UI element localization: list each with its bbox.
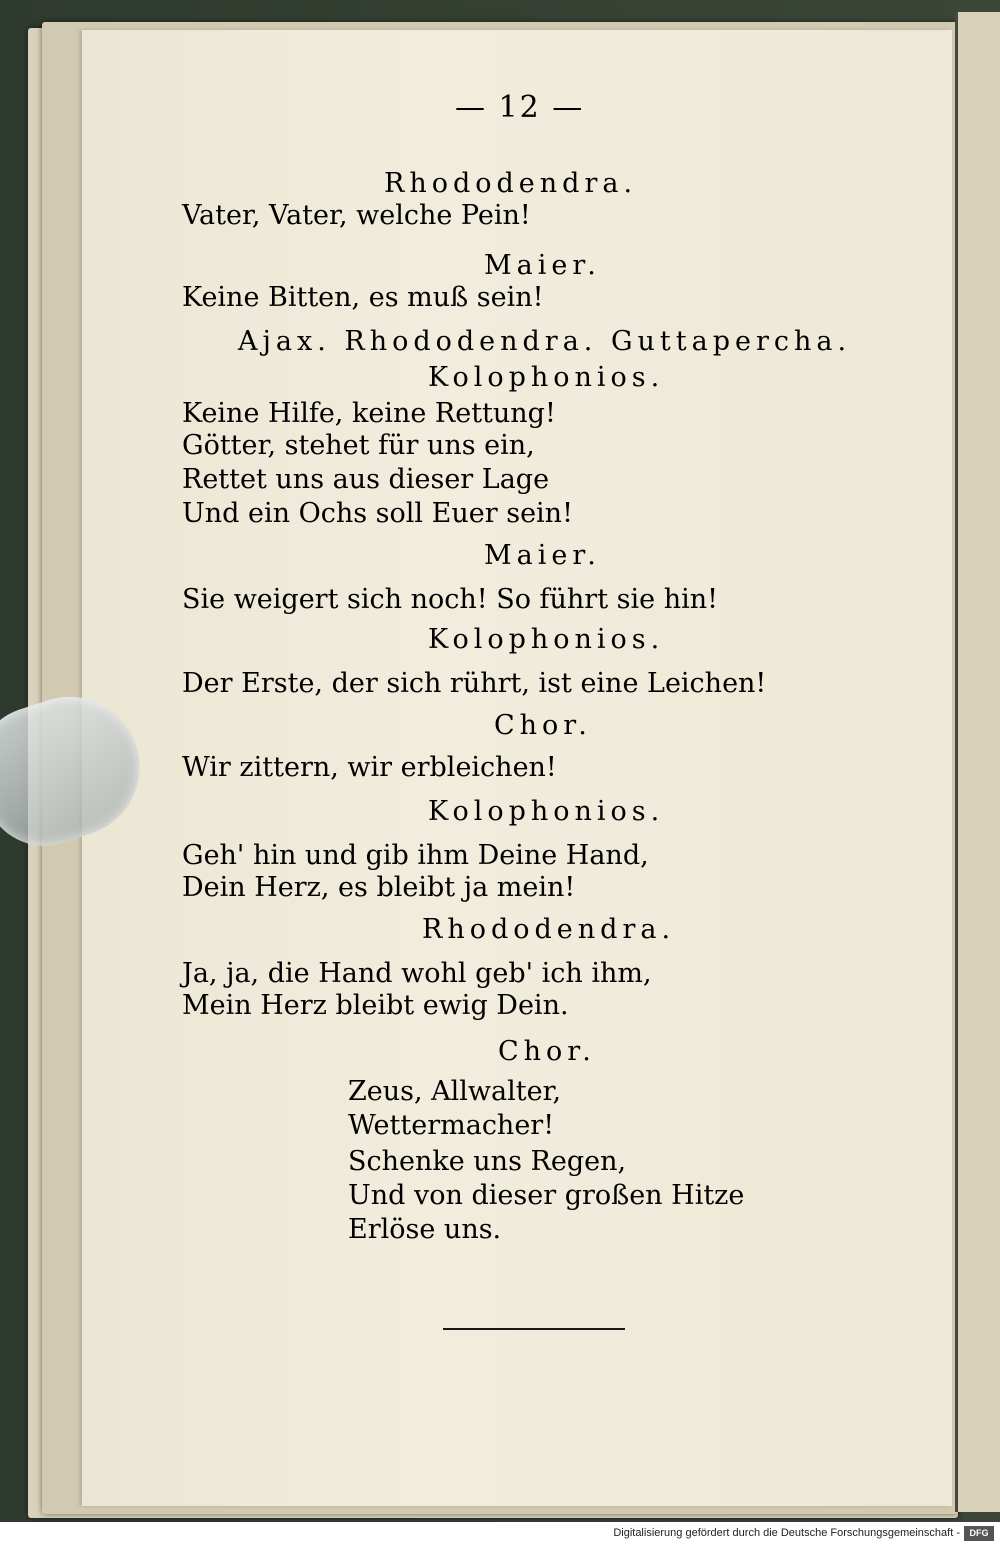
verse-line: Der Erste, der sich rührt, ist eine Leichen! [182,668,767,699]
speaker-heading: Chor. [498,1036,596,1067]
verse-line: Wir zittern, wir erbleichen! [182,752,557,783]
verse-line: Ja, ja, die Hand wohl geb' ich ihm, [182,958,652,989]
speaker-heading: Maier. [484,540,601,571]
footer-credit: Digitalisierung gefördert durch die Deutsche Forschungsgemeinschaft - [613,1527,960,1539]
verse-line: Götter, stehet für uns ein, [182,430,535,461]
speaker-heading: Chor. [494,710,592,741]
dfg-logo: DFG [964,1526,994,1541]
verse-line: Rettet uns aus dieser Lage [182,464,550,495]
verse-line: Geh' hin und gib ihm Deine Hand, [182,840,649,871]
verse-line: Und ein Ochs soll Euer sein! [182,498,573,529]
verse-line: Vater, Vater, welche Pein! [182,200,531,231]
speaker-heading: Rhododendra. [384,168,638,199]
end-rule [443,1328,625,1330]
page-number: — 12 — [455,90,585,125]
verse-line: Keine Hilfe, keine Rettung! [182,398,556,429]
footer-bar [0,1522,1000,1546]
verse-line: Dein Herz, es bleibt ja mein! [182,872,576,903]
verse-line: Schenke uns Regen, [348,1146,627,1177]
verse-line: Wettermacher! [348,1110,555,1141]
verse-line: Mein Herz bleibt ewig Dein. [182,990,569,1021]
speaker-heading: Maier. [484,250,601,281]
speaker-heading: Ajax. Rhododendra. Guttapercha. [238,326,852,357]
speaker-heading: Kolophonios. [428,362,665,393]
speaker-heading: Kolophonios. [428,796,665,827]
facing-page-edge [955,12,1000,1512]
verse-line: Sie weigert sich noch! So führt sie hin! [182,584,718,615]
speaker-heading: Kolophonios. [428,624,665,655]
verse-line: Zeus, Allwalter, [348,1076,562,1107]
verse-line: Und von dieser großen Hitze [348,1180,745,1211]
verse-line: Erlöse uns. [348,1214,502,1245]
speaker-heading: Rhododendra. [422,914,676,945]
verse-line: Keine Bitten, es muß sein! [182,282,544,313]
